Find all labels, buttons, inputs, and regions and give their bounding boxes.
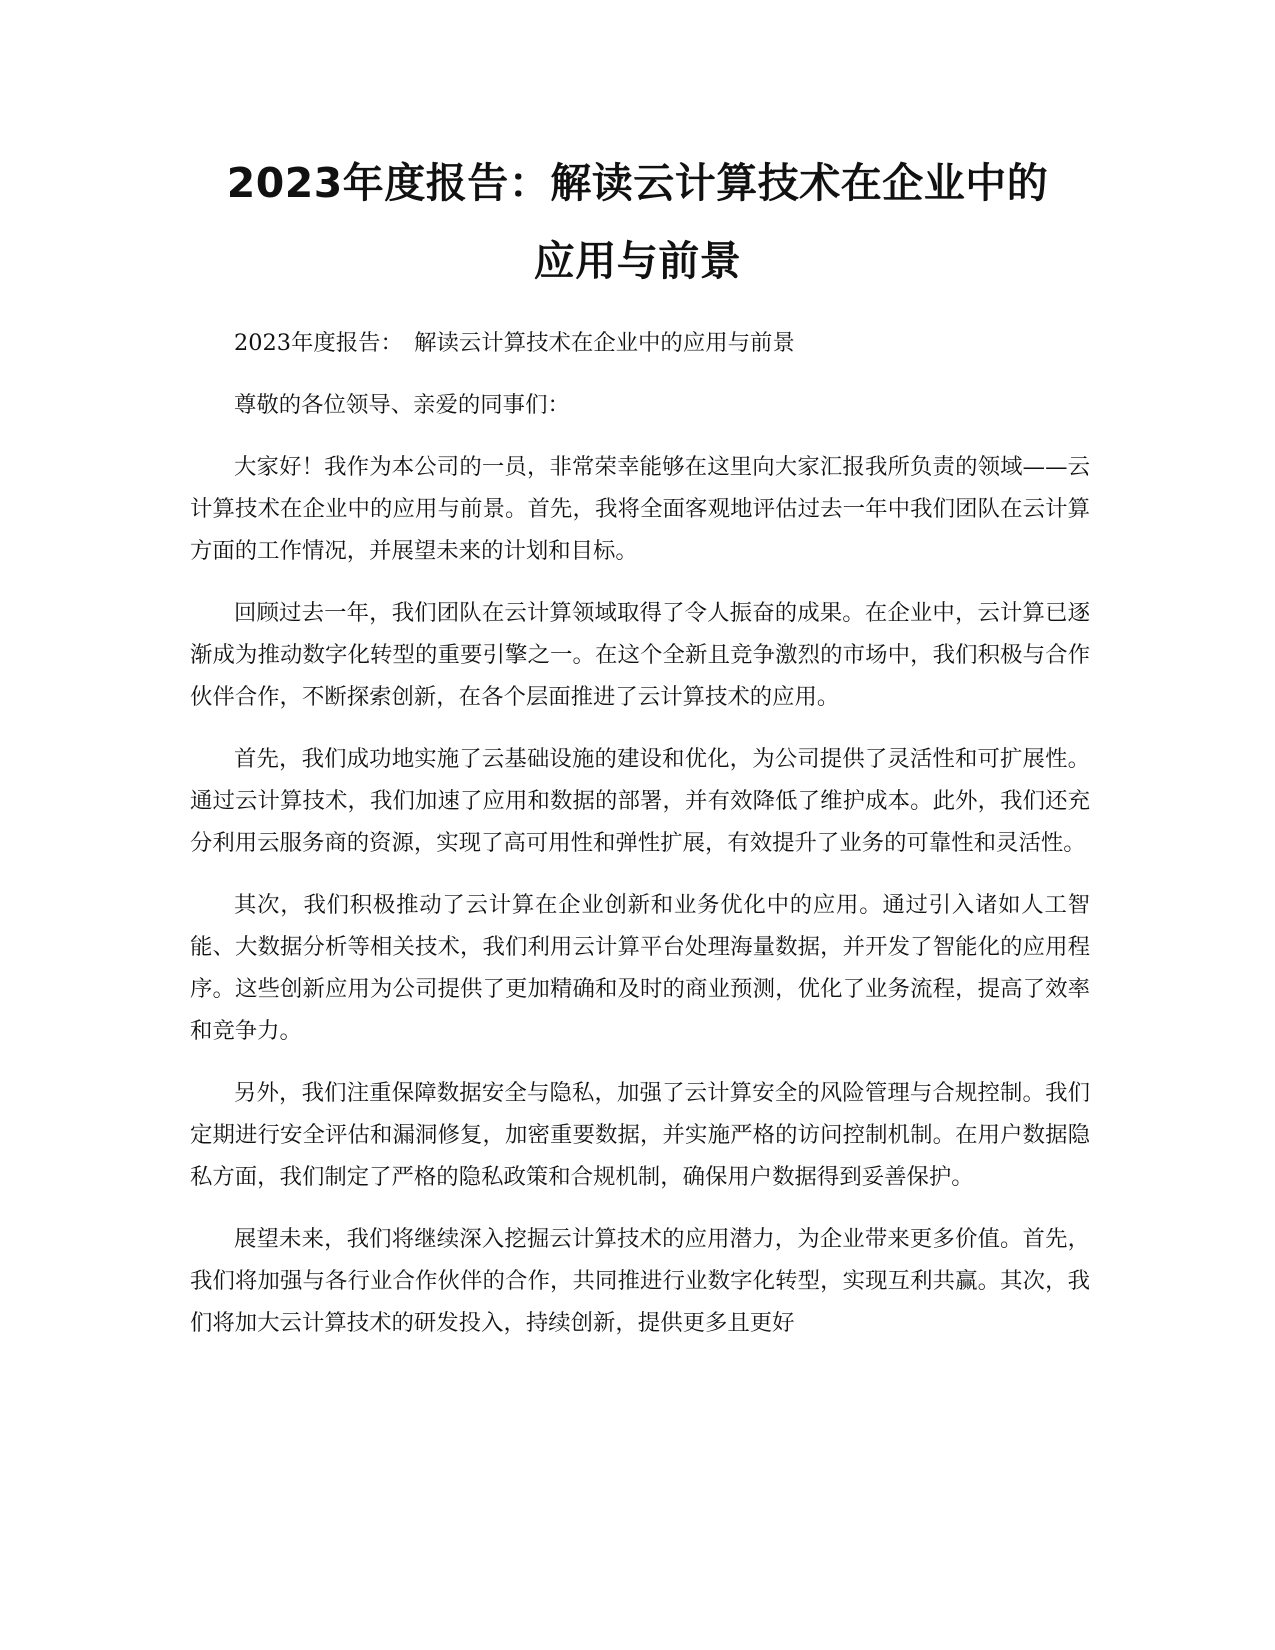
salutation-paragraph: 尊敬的各位领导、亲爱的同事们： bbox=[234, 392, 570, 418]
body-paragraph: 大家好！我作为本公司的一员，非常荣幸能够在这里向大家汇报我所负责的领域——云计算技术在企业中的应用与前景。首先，我将全面客观地评估过去一年中我们团队在云计算方面的工作情况，并展望未来的计划和目标。 bbox=[190, 454, 1090, 564]
body-paragraph: 展望未来，我们将继续深入挖掘云计算技术的应用潜力，为企业带来更多价值。首先，我们将加强与各行业合作伙伴的合作，共同推进行业数字化转型，实现互利共赢。其次，我们将加大云计算技术的研发投入，持续创新，提供更多且更好 bbox=[190, 1226, 1090, 1336]
body-paragraph: 其次，我们积极推动了云计算在企业创新和业务优化中的应用。通过引入诸如人工智能、大数据分析等相关技术，我们利用云计算平台处理海量数据，并开发了智能化的应用程序。这些创新应用为公司提供了更加精确和及时的商业预测，优化了业务流程，提高了效率和竞争力。 bbox=[190, 892, 1090, 1044]
title-line-1: 2023年度报告：解读云计算技术在企业中的 bbox=[226, 159, 1049, 207]
body-paragraph: 另外，我们注重保障数据安全与隐私，加强了云计算安全的风险管理与合规控制。我们定期进行安全评估和漏洞修复，加密重要数据，并实施严格的访问控制机制。在用户数据隐私方面，我们制定了严格的隐私政策和合规机制，确保用户数据得到妥善保护。 bbox=[190, 1080, 1090, 1190]
title-line-2: 应用与前景 bbox=[533, 237, 742, 285]
body-paragraph: 回顾过去一年，我们团队在云计算领域取得了令人振奋的成果。在企业中，云计算已逐渐成为推动数字化转型的重要引擎之一。在这个全新且竞争激烈的市场中，我们积极与合作伙伴合作，不断探索创新，在各个层面推进了云计算技术的应用。 bbox=[190, 600, 1090, 710]
document-body bbox=[190, 322, 1090, 1364]
document-title bbox=[150, 144, 1125, 300]
body-paragraph: 首先，我们成功地实施了云基础设施的建设和优化，为公司提供了灵活性和可扩展性。通过云计算技术，我们加速了应用和数据的部署，并有效降低了维护成本。此外，我们还充分利用云服务商的资源，实现了高可用性和弹性扩展，有效提升了业务的可靠性和灵活性。 bbox=[190, 746, 1090, 856]
subtitle-paragraph: 2023年度报告： 解读云计算技术在企业中的应用与前景 bbox=[234, 330, 795, 356]
